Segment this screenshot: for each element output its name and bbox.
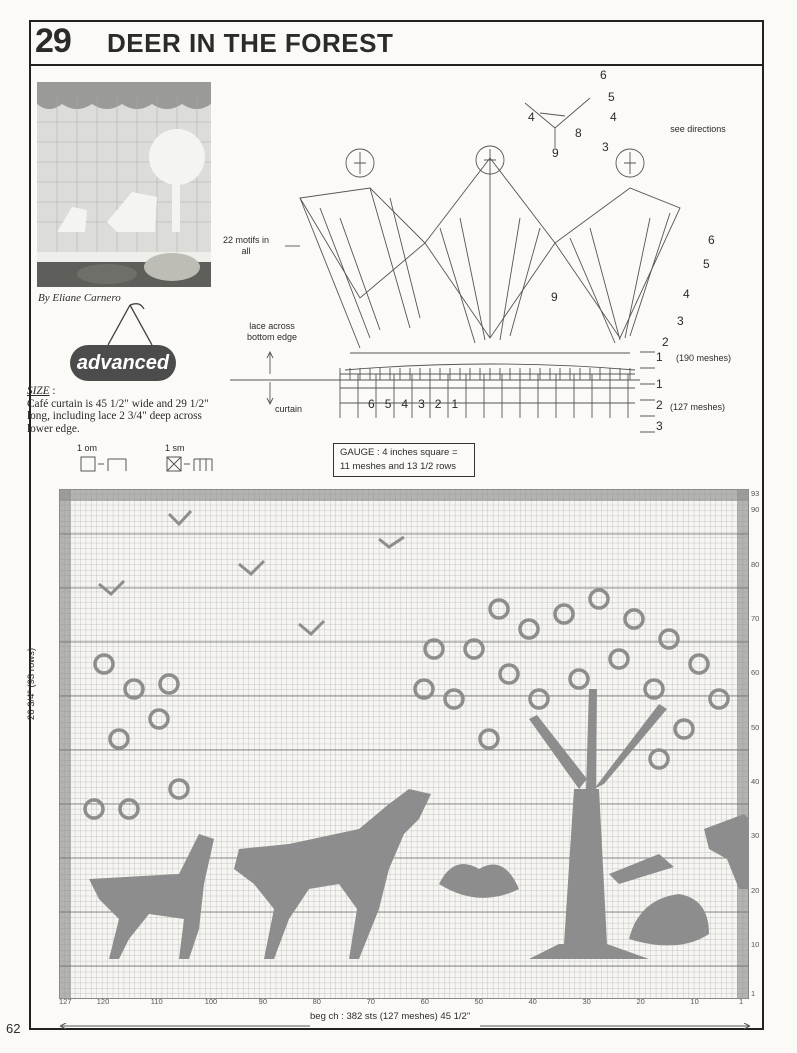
strip-6: 6: [368, 397, 385, 411]
strip-3: 3: [418, 397, 435, 411]
lace-row-1: 1: [656, 350, 663, 364]
column-tick: 10: [690, 997, 699, 1006]
row-tick: 30: [751, 831, 760, 841]
step-9-top: 9: [552, 146, 559, 160]
gauge-box: [333, 443, 475, 477]
chart-footer: beg ch : 382 sts (127 meshes) 45 1/2": [310, 1011, 471, 1022]
curtain-label: curtain: [275, 404, 303, 414]
row-tick: 1: [751, 989, 756, 998]
row-tick: 80: [751, 559, 760, 569]
meshes-127-label: (127 meshes): [670, 402, 726, 412]
row-tick: 70: [751, 614, 760, 623]
step-6: 6: [600, 68, 607, 82]
lace-row-6: 6: [708, 233, 715, 247]
filet-chart-svg: [59, 489, 749, 999]
column-tick: 127: [59, 997, 72, 1006]
symbol-sm-icon: [166, 455, 226, 480]
column-tick: 100: [204, 997, 218, 1006]
strip-1: 1: [451, 397, 469, 411]
strip-numbers: [368, 397, 468, 411]
curtain-photo: [37, 82, 211, 287]
lace-row-3: 3: [677, 314, 684, 328]
curtain-row-3: 3: [656, 419, 663, 433]
symbol-sm-label: 1 sm: [165, 443, 185, 453]
row-tick: 50: [751, 722, 760, 732]
column-tick: 40: [528, 997, 537, 1006]
column-tick: 20: [636, 997, 645, 1006]
size-info: [27, 385, 215, 435]
lace-row-4: 4: [683, 287, 690, 301]
lace-row-2: 2: [662, 335, 669, 349]
step-3: 3: [602, 140, 609, 154]
curtain-row-1: 1: [656, 377, 663, 391]
column-tick: 1: [739, 997, 744, 1006]
title-bar: [29, 20, 764, 66]
pattern-title: DEER IN THE FOREST: [107, 28, 394, 58]
row-tick: 10: [751, 940, 760, 950]
lace-label: lace across bottom edge: [246, 321, 298, 342]
column-tick: 70: [366, 997, 375, 1006]
symbol-om-icon: [80, 455, 140, 480]
size-colon: :: [49, 385, 56, 397]
row-tick: 60: [751, 668, 760, 678]
strip-2: 2: [434, 397, 452, 411]
badge-stem: [100, 303, 160, 349]
row-tick: 40: [751, 777, 760, 787]
step-8: 8: [575, 126, 582, 140]
strip-5: 5: [384, 397, 402, 411]
step-4-right: 4: [610, 110, 617, 124]
column-tick: 50: [474, 997, 483, 1006]
row-tick-column: [751, 489, 765, 999]
meshes-190-label: (190 meshes): [676, 353, 732, 363]
column-tick: 110: [150, 997, 163, 1006]
curtain-row-2: 2: [656, 398, 663, 412]
motifs-label: 22 motifs in all: [222, 235, 270, 256]
size-label: SIZE: [27, 385, 50, 397]
row-tick: 90: [751, 505, 760, 515]
footer-arrow: [60, 1016, 750, 1022]
column-tick: 30: [582, 997, 591, 1006]
author-credit: By Eliane Carnero: [38, 292, 121, 304]
column-tick: 80: [312, 997, 321, 1006]
see-directions-label: see directions: [670, 124, 726, 134]
lace-row-5: 5: [703, 257, 710, 271]
column-tick-row: [59, 997, 749, 1009]
difficulty-badge: advanced: [70, 345, 176, 381]
row-tick: 93: [751, 489, 760, 498]
page-number: 62: [6, 1021, 21, 1036]
pattern-number: 29: [35, 22, 71, 60]
gauge-line-2: 11 meshes and 13 1/2 rows: [340, 461, 457, 472]
column-tick: 60: [420, 997, 429, 1006]
column-tick: 120: [96, 997, 110, 1006]
gauge-line-1: GAUGE : 4 inches square =: [340, 447, 458, 458]
step-5: 5: [608, 90, 615, 104]
step-9-mid: 9: [551, 290, 558, 304]
step-4-left: 4: [528, 110, 535, 124]
symbol-om-label: 1 om: [77, 443, 98, 453]
size-text: Café curtain is 45 1/2" wide and 29 1/2" long, including lace 2 3/4" deep across lower edge.: [27, 397, 209, 435]
column-tick: 90: [258, 997, 268, 1006]
rows-dimension: 26 3/4" (93 rows): [26, 647, 37, 720]
filet-chart: [59, 489, 749, 999]
strip-4: 4: [401, 397, 419, 411]
row-tick: 20: [751, 885, 760, 895]
